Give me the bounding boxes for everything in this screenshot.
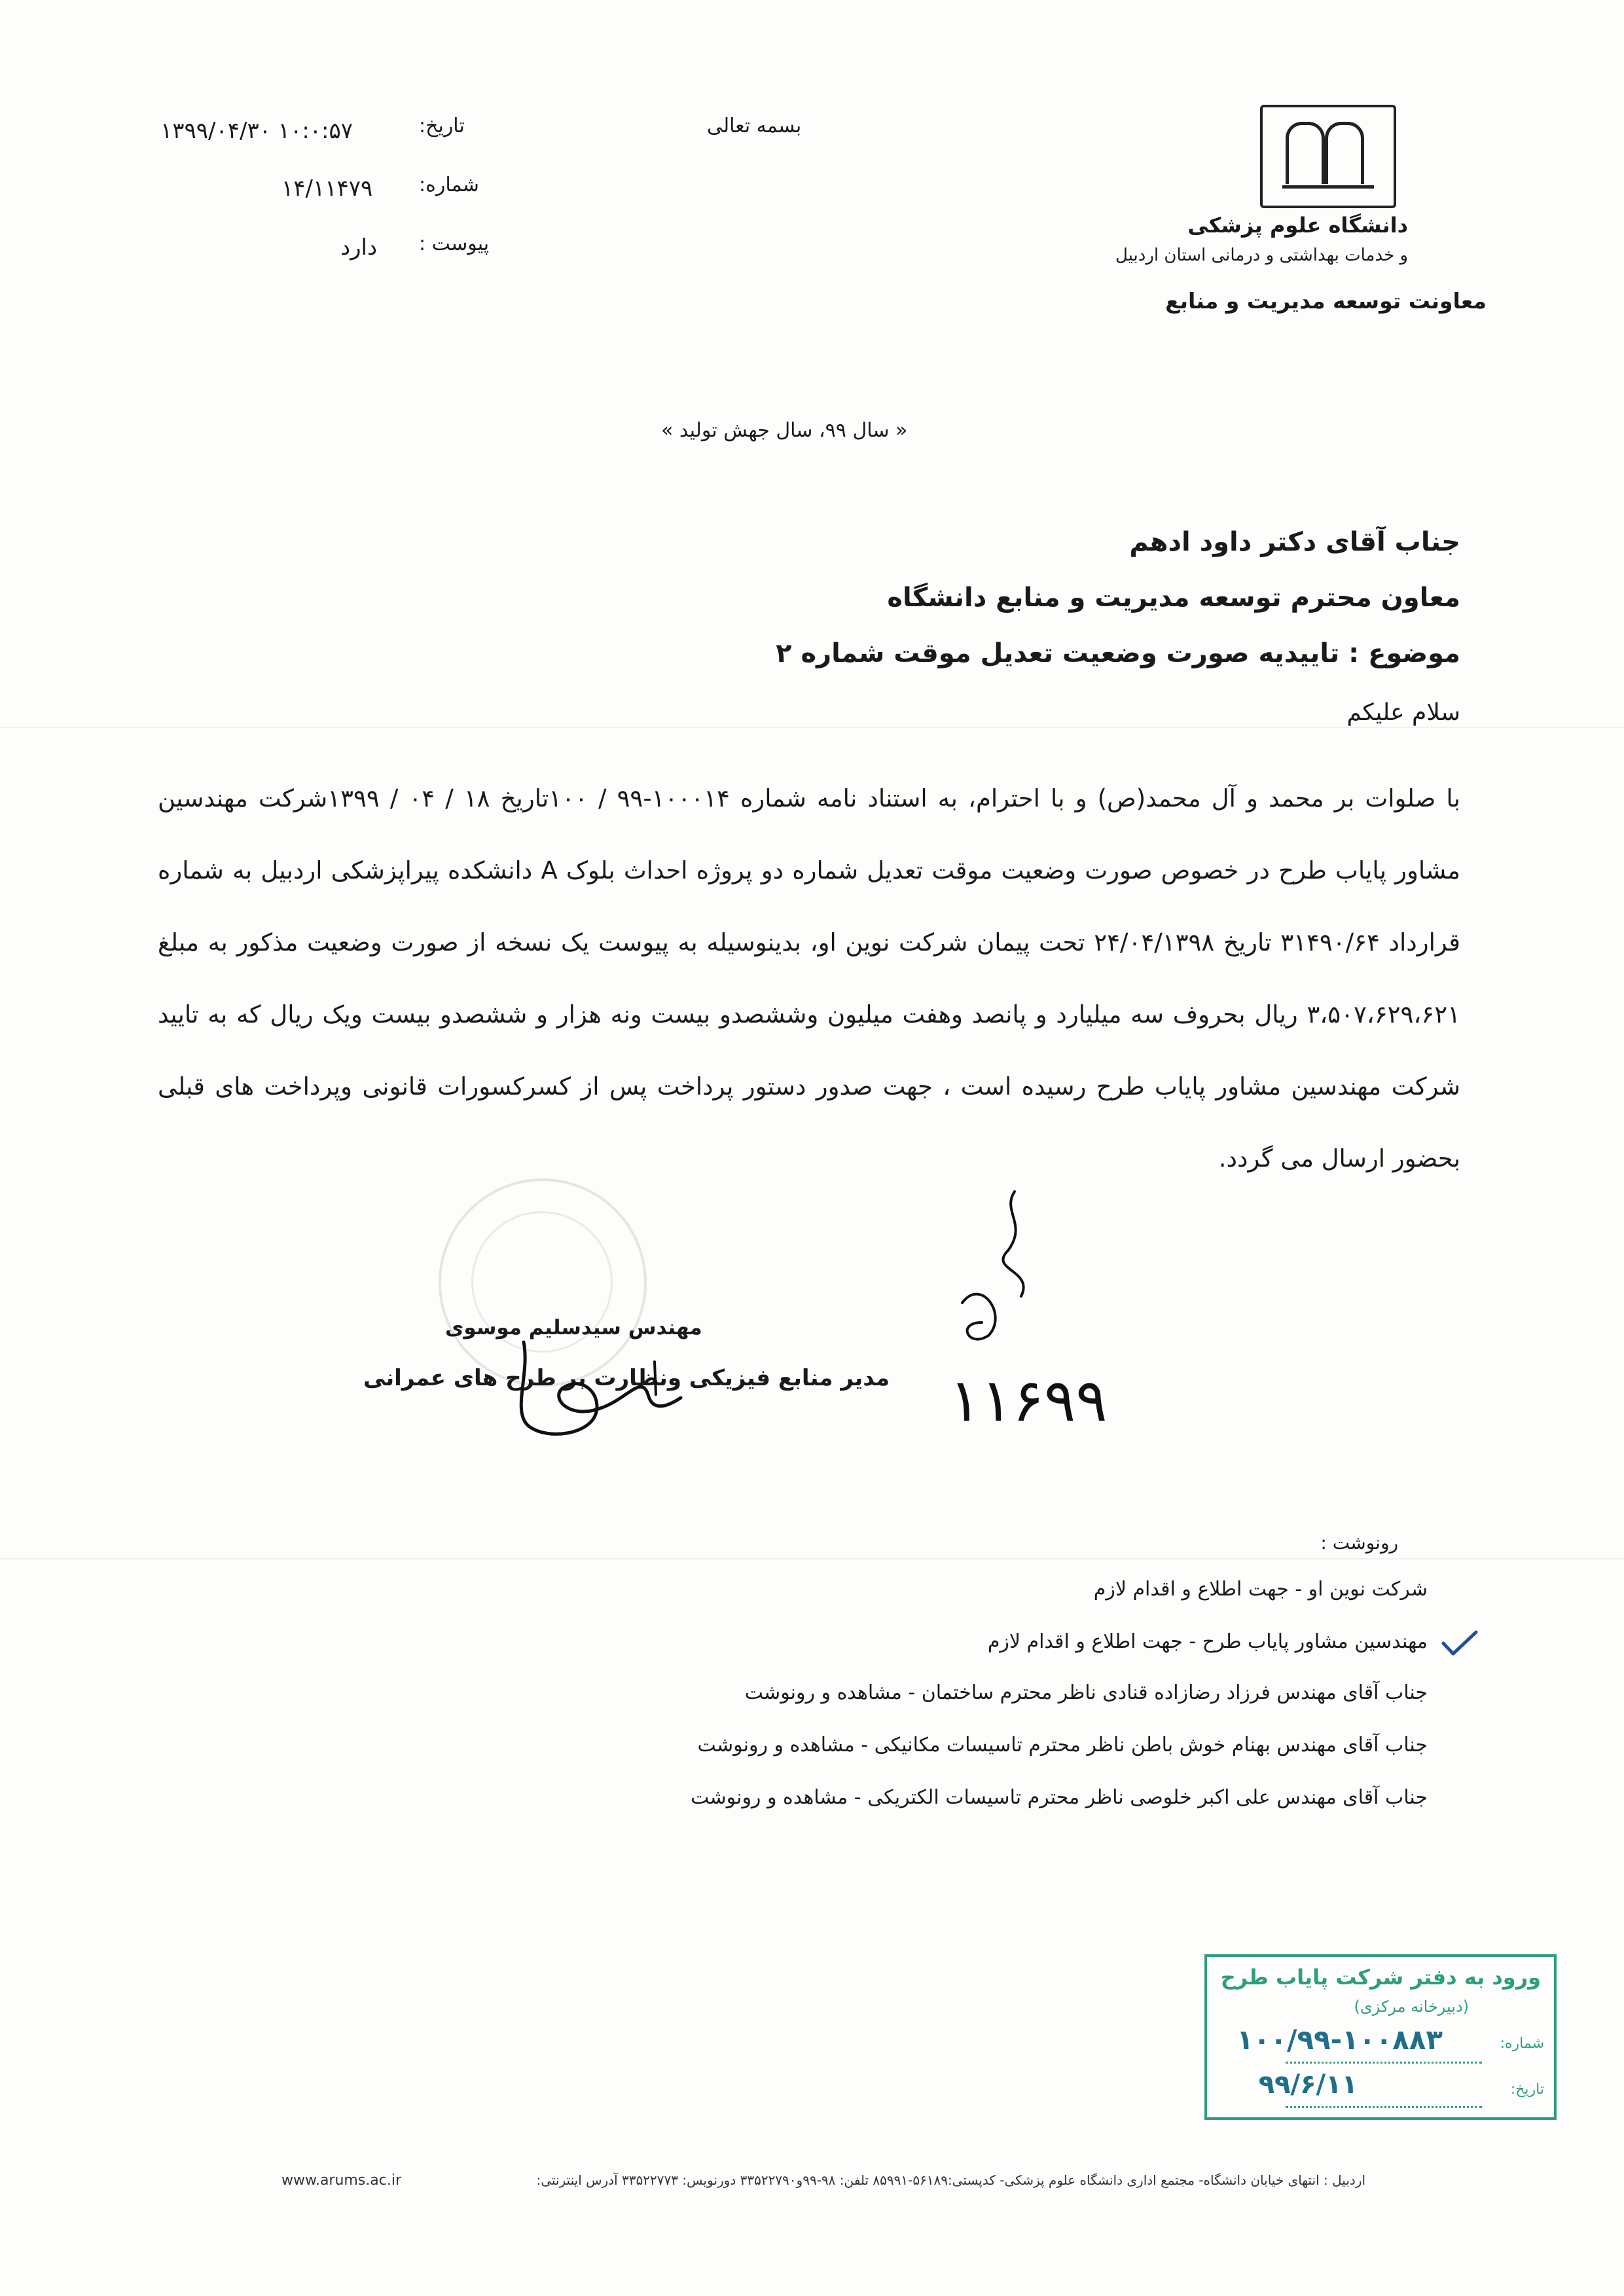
stamp-date-value: ۹۹/۶/۱۱: [1258, 2069, 1358, 2100]
logo-base: [1282, 185, 1374, 189]
attachment-label: پیوست :: [419, 232, 490, 255]
addressee-title: معاون محترم توسعه مدیریت و منابع دانشگاه: [887, 583, 1460, 613]
greeting: سلام علیکم: [1346, 699, 1460, 726]
stamp-title: ورود به دفتر شرکت پایاب طرح: [1220, 1965, 1541, 1990]
cc-item: مهندسین مشاور پایاب طرح - جهت اطلاع و اقدام لازم: [987, 1630, 1428, 1653]
footer-address: اردبیل : انتهای خیابان دانشگاه- مجتمع اداری دانشگاه علوم پزشکی- کدپستی:۵۶۱۸۹-۸۵۹۹۱ تلفن: ۹۸-۹۹و۳۳۵۲۲۷۹۰ دورنویس: ۳۳۵۲۲۷۷۳ آدرس اینترنتی:: [536, 2172, 1365, 2188]
letter-body: با صلوات بر محمد و آل محمد(ص) و با احترام، به استناد نامه شماره ۱۰۰۰۱۴-۹۹ / ۱۰۰تاریخ ۱۸ / ۰۴ / ۱۳۹۹شرکت مهندسین مشاور پایاب طرح در خصوص صورت وضعیت موقت تعدیل شماره دو پروژه احداث بلوک A دانشکده پیراپزشکی اردبیل به شماره قرارداد ۳۱۴۹۰/۶۴ تاریخ ۲۴/۰۴/۱۳۹۸ تحت پیمان شرکت نوین او، بدینوسیله به پیوست یک نسخه از صورت وضعیت مذکور به مبلغ ۳،۵۰۷،۶۲۹،۶۲۱ ریال بحروف سه میلیارد و پانصد وهفت میلیون وششصدو بیست ونه هزار و ششصدو بیست ویک ریال که به تایید شرکت مهندسین مشاور پایاب طرح رسیده است ، جهت صدور دستور پرداخت پس از کسرکسورات قانونی وپرداخت های قبلی بحضور ارسال می گردد.: [158, 784, 1461, 1173]
check-mark-icon: [1440, 1629, 1479, 1658]
signer-title: مدیر منابع فیزیکی ونظارت بر طرح های عمرانی: [363, 1365, 890, 1391]
logo-arch-right: [1325, 122, 1364, 184]
received-stamp: [1204, 1954, 1557, 2120]
page-fold-line: [0, 1558, 1624, 1559]
date-label: تاریخ:: [419, 115, 465, 137]
handwritten-number: ۱۱۶۹۹: [949, 1366, 1108, 1435]
letter-subject: موضوع : تاییدیه صورت وضعیت تعدیل موقت شماره ۲: [776, 638, 1460, 668]
cc-title: رونوشت :: [1320, 1532, 1398, 1554]
stamp-number-value: ۱۰۰/۹۹-۱۰۰۸۸۳: [1236, 2024, 1443, 2056]
cc-item: جناب آقای مهندس بهنام خوش باطن ناظر محترم تاسیسات مکانیکی - مشاهده و رونوشت: [697, 1734, 1428, 1757]
cc-item: جناب آقای مهندس علی اکبر خلوصی ناظر محترم تاسیسات الکتریکی - مشاهده و رونوشت: [691, 1786, 1428, 1809]
page-fold-line: [0, 727, 1624, 728]
department-name: معاونت توسعه مدیریت و منابع: [1165, 288, 1487, 314]
footer-website-link[interactable]: www.arums.ac.ir: [281, 2172, 402, 2189]
handwritten-annotation: [910, 1172, 1132, 1447]
signer-name: مهندس سیدسلیم موسوی: [445, 1316, 702, 1339]
stamp-number-label: شماره:: [1500, 2035, 1544, 2052]
handwritten-signature: [484, 1336, 707, 1447]
stamp-date-label: تاریخ:: [1510, 2081, 1544, 2098]
cc-item: جناب آقای مهندس فرزاد رضازاده قنادی ناظر محترم ساختمان - مشاهده و رونوشت: [744, 1681, 1428, 1704]
university-logo: [1260, 105, 1396, 208]
stamp-subtitle: (دبیرخانه مرکزی): [1354, 1997, 1469, 2016]
logo-arch-left: [1286, 122, 1325, 184]
cc-item: شرکت نوین او - جهت اطلاع و اقدام لازم: [1093, 1578, 1428, 1601]
letter-number-value: ۱۴/۱۱۴۷۹: [281, 175, 373, 202]
university-subtitle: و خدمات بهداشتی و درمانی استان اردبیل: [1115, 246, 1408, 265]
addressee-name: جناب آقای دکتر داود ادهم: [1129, 527, 1460, 557]
university-name: دانشگاه علوم پزشکی: [1187, 213, 1408, 238]
date-value: ۱۳۹۹/۰۴/۳۰ ۱۰:۰:۵۷: [160, 118, 353, 144]
stamp-dotted-line: [1286, 2106, 1482, 2108]
letter-number-label: شماره:: [419, 173, 479, 196]
bismillah-heading: بسمه تعالی: [707, 115, 802, 137]
year-slogan: « سال ۹۹، سال جهش تولید »: [661, 419, 908, 442]
attachment-value: دارد: [340, 234, 378, 261]
stamp-dotted-line: [1286, 2062, 1482, 2064]
